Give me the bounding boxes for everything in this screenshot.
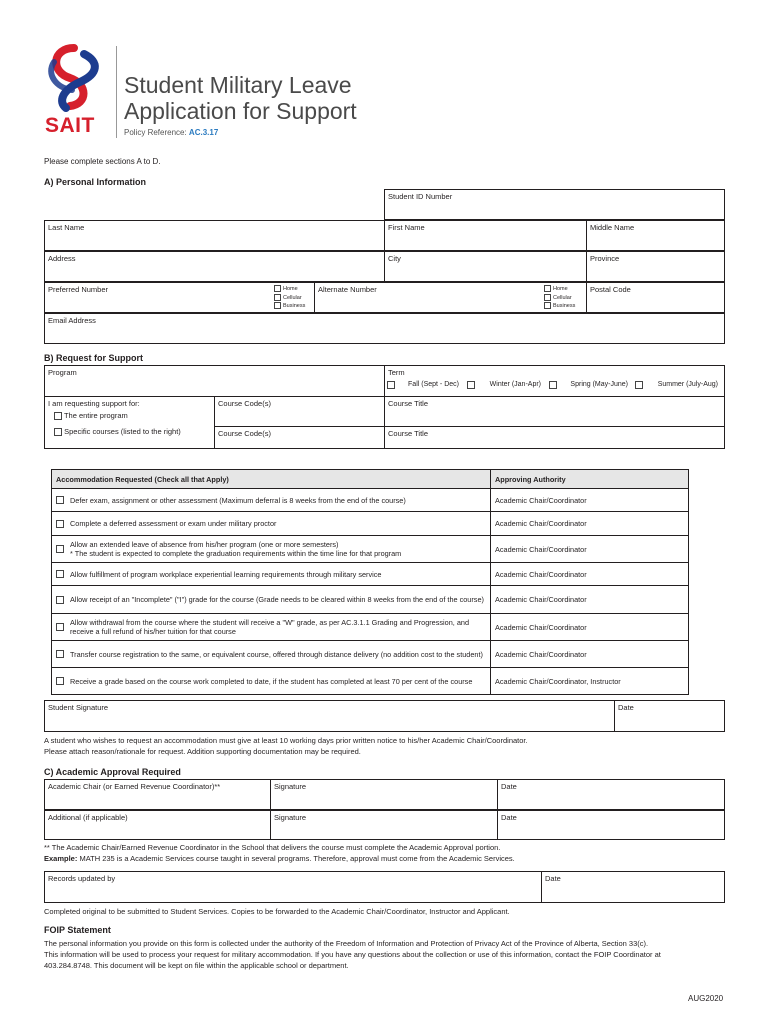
course-title-label: Course Title <box>388 399 429 408</box>
accommodation-option[interactable] <box>52 489 491 511</box>
example-text <box>44 853 515 864</box>
postal-code-field[interactable] <box>586 282 725 313</box>
additional-field[interactable] <box>44 810 271 840</box>
student-id-label: Student ID Number <box>388 192 453 201</box>
term-summer-option[interactable] <box>635 381 718 389</box>
middle-name-field[interactable] <box>586 220 725 251</box>
accommodation-header-row <box>52 470 688 488</box>
checkbox-icon <box>56 677 64 685</box>
email-field[interactable] <box>44 313 725 344</box>
preferred-business-option[interactable] <box>274 302 305 311</box>
email-label: Email Address <box>48 316 96 325</box>
program-field[interactable] <box>44 365 385 397</box>
preferred-phone-type-group <box>274 285 305 311</box>
example-label: Example: <box>44 854 78 863</box>
additional-signature-label: Signature <box>274 813 307 822</box>
address-label: Address <box>48 254 76 263</box>
checkbox-icon <box>544 302 551 309</box>
specific-courses-option[interactable] <box>48 427 211 437</box>
chair-signature-field[interactable] <box>270 779 498 810</box>
section-c-title: C) Academic Approval Required <box>44 767 181 777</box>
records-date-field[interactable] <box>541 871 725 903</box>
accommodation-option[interactable] <box>52 586 491 613</box>
policy-link[interactable]: AC.3.17 <box>188 128 219 137</box>
academic-chair-label: Academic Chair (or Earned Revenue Coordinator)** <box>48 782 221 791</box>
middle-name-label: Middle Name <box>590 223 635 232</box>
accommodation-row <box>52 535 688 562</box>
approving-authority: Academic Chair/Coordinator, Instructor <box>495 676 621 686</box>
additional-label: Additional (if applicable) <box>48 813 128 822</box>
entire-program-option[interactable] <box>48 411 211 421</box>
first-name-field[interactable] <box>384 220 587 251</box>
checkbox-icon <box>549 381 557 389</box>
approving-authority: Academic Chair/Coordinator <box>495 569 587 579</box>
foip-title: FOIP Statement <box>44 925 111 935</box>
accommodation-text: Transfer course registration to the same, or equivalent course, offered through distance delivery (no addition cost to the student) <box>70 649 483 659</box>
entire-program-label: The entire program <box>63 411 128 420</box>
section-b-title: B) Request for Support <box>44 353 143 363</box>
additional-signature-field[interactable] <box>270 810 498 840</box>
accommodation-text: Receive a grade based on the course work completed to date, if the student has completed at least 70 per cent of the course <box>70 676 473 686</box>
example-body: MATH 235 is a Academic Services course taught in several programs. Therefore, approval must come from the Academic Services. <box>77 854 515 863</box>
accommodation-text: Allow receipt of an "Incomplete" ("I") grade for the course (Grade needs to be cleared within 8 weeks from the end of the course) <box>70 595 484 604</box>
accommodation-row <box>52 562 688 585</box>
accommodation-option[interactable] <box>52 512 491 535</box>
section-a-title: A) Personal Information <box>44 177 147 187</box>
records-updated-field[interactable] <box>44 871 542 903</box>
alternate-number-field[interactable] <box>314 282 587 313</box>
requesting-label: I am requesting support for: <box>48 399 140 408</box>
additional-date-field[interactable] <box>497 810 725 840</box>
checkbox-icon <box>544 285 551 292</box>
foip-line-2: This information will be used to process your request for military accommodation. If you have any questions about the collection or use of this information, contact the FOIP Coordinator at <box>44 950 661 959</box>
accommodation-option[interactable] <box>52 536 491 562</box>
term-summer-label: Summer (July-Aug) <box>657 381 718 388</box>
alternate-phone-type-group <box>544 285 575 311</box>
province-field[interactable] <box>586 251 725 282</box>
phone-type-label: Home <box>553 286 568 292</box>
intro-text: Please complete sections A to D. <box>44 157 161 166</box>
approving-authority: Academic Chair/Coordinator <box>495 649 587 659</box>
term-label: Term <box>388 368 405 377</box>
course-title-field-2[interactable] <box>384 426 725 449</box>
course-codes-field-2[interactable] <box>214 426 385 449</box>
completed-text: Completed original to be submitted to Student Services. Copies to be forwarded to the Academic Chair/Coordinator, Instructor and Applicant. <box>44 907 510 916</box>
course-codes-label: Course Code(s) <box>218 399 271 408</box>
accommodation-text: Allow an extended leave of absence from his/her program (one or more semesters) * The student is expected to complete the graduation requirements within the time line for that program <box>70 540 402 558</box>
course-codes-label: Course Code(s) <box>218 429 271 438</box>
form-title-line2: Application for Support <box>124 98 357 124</box>
term-fall-option[interactable] <box>387 381 459 389</box>
checkbox-icon <box>56 623 64 631</box>
accommodation-row <box>52 613 688 640</box>
term-spring-label: Spring (May-June) <box>570 381 628 388</box>
course-title-label: Course Title <box>388 429 429 438</box>
checkbox-icon <box>635 381 643 389</box>
checkbox-icon <box>56 596 64 604</box>
city-field[interactable] <box>384 251 587 282</box>
course-title-field-1[interactable] <box>384 396 725 427</box>
accommodation-option[interactable] <box>52 563 491 585</box>
checkbox-icon <box>274 294 281 301</box>
checkbox-icon <box>274 285 281 292</box>
accommodation-table <box>51 469 689 695</box>
records-date-label: Date <box>545 874 561 883</box>
term-spring-option[interactable] <box>549 381 628 389</box>
foip-line-3: 403.284.8748. This document will be kept on file within the applicable school or department. <box>44 961 349 970</box>
specific-courses-label: Specific courses (listed to the right) <box>64 427 181 436</box>
additional-date-label: Date <box>501 813 517 822</box>
phone-type-label: Cellular <box>283 294 302 301</box>
first-name-label: First Name <box>388 223 425 232</box>
checkbox-icon <box>544 294 551 301</box>
province-label: Province <box>590 254 620 263</box>
last-name-label: Last Name <box>48 223 85 232</box>
phone-type-label: Business <box>553 303 576 309</box>
accommodation-text: Defer exam, assignment or other assessment (Maximum deferral is 8 weeks from the end of the course) <box>70 495 406 505</box>
student-signature-field[interactable] <box>44 700 615 732</box>
checkbox-icon <box>56 545 64 553</box>
accommodation-text: Complete a deferred assessment or exam under military proctor <box>70 519 277 528</box>
term-winter-option[interactable] <box>467 381 541 389</box>
checkbox-icon <box>274 302 281 309</box>
revision-date: AUG2020 <box>688 994 724 1003</box>
phone-type-label: Home <box>283 286 298 292</box>
preferred-number-label: Preferred Number <box>48 285 109 294</box>
preferred-number-field[interactable] <box>44 282 315 313</box>
term-field <box>384 365 725 397</box>
accommodation-row <box>52 667 688 694</box>
chair-date-field[interactable] <box>497 779 725 810</box>
checkbox-icon <box>467 381 475 389</box>
preferred-cellular-option[interactable] <box>274 294 305 303</box>
notice-text-2: Please attach reason/rationale for request. Addition supporting documentation may be required. <box>44 747 361 756</box>
accommodation-row <box>52 511 688 535</box>
checkbox-icon <box>56 650 64 658</box>
policy-reference <box>124 128 218 137</box>
approving-authority: Academic Chair/Coordinator <box>495 519 587 528</box>
program-label: Program <box>48 368 77 377</box>
header-divider <box>116 46 117 138</box>
accommodation-row <box>52 585 688 613</box>
approving-authority: Academic Chair/Coordinator <box>495 495 587 505</box>
checkbox-icon <box>56 496 64 504</box>
alternate-cellular-option[interactable] <box>544 294 575 303</box>
term-winter-label: Winter (Jan-Apr) <box>489 381 541 388</box>
chair-signature-label: Signature <box>274 782 307 791</box>
foip-line-1: The personal information you provide on this form is collected under the authority of the Freedom of Information and Protection of Privacy Act of the Province of Alberta, Section 33(c). <box>44 939 649 948</box>
form-title-line1: Student Military Leave <box>124 72 352 98</box>
sait-logo <box>44 44 104 136</box>
notice-text-1: A student who wishes to request an accommodation must give at least 10 working days prior written notice to his/her Academic Chair/Coordinator. <box>44 736 528 745</box>
city-label: City <box>388 254 401 263</box>
academic-chair-field[interactable] <box>44 779 271 810</box>
checkbox-icon <box>56 570 64 578</box>
alternate-business-option[interactable] <box>544 302 575 311</box>
approving-authority: Academic Chair/Coordinator <box>495 595 587 604</box>
checkbox-icon <box>56 520 64 528</box>
accommodation-header-right: Approving Authority <box>495 474 566 484</box>
checkbox-icon <box>54 412 62 420</box>
accommodation-option[interactable] <box>52 614 491 640</box>
policy-label: Policy Reference: <box>124 128 189 137</box>
accommodation-option[interactable] <box>52 668 491 694</box>
checkbox-icon <box>54 428 62 436</box>
accommodation-text: Allow withdrawal from the course where the student will receive a "W" grade, as per AC.3.1.1 Grading and Progression, and receive a full refund of his/her tuition for that course <box>70 618 470 636</box>
accommodation-header-left: Accommodation Requested (Check all that Apply) <box>52 470 491 488</box>
phone-type-label: Cellular <box>553 294 572 301</box>
chair-date-label: Date <box>501 782 517 791</box>
accommodation-text: Allow fulfillment of program workplace experiential learning requirements through military service <box>70 569 382 579</box>
phone-type-label: Business <box>283 303 306 309</box>
address-field[interactable] <box>44 251 385 282</box>
sait-wordmark: SAIT <box>45 114 95 137</box>
signature-date-field[interactable] <box>614 700 725 732</box>
signature-date-label: Date <box>618 703 634 712</box>
preferred-home-option[interactable] <box>274 285 305 294</box>
term-fall-label: Fall (Sept - Dec) <box>408 381 459 388</box>
accommodation-row <box>52 640 688 667</box>
accommodation-row <box>52 488 688 511</box>
approving-authority: Academic Chair/Coordinator <box>495 544 587 554</box>
requesting-support-cell <box>44 396 215 449</box>
alternate-number-label: Alternate Number <box>318 285 377 294</box>
approving-authority: Academic Chair/Coordinator <box>495 622 587 632</box>
checkbox-icon <box>387 381 395 389</box>
accommodation-option[interactable] <box>52 641 491 667</box>
last-name-field[interactable] <box>44 220 385 251</box>
student-id-field[interactable] <box>384 189 725 220</box>
course-codes-field-1[interactable] <box>214 396 385 427</box>
records-updated-label: Records updated by <box>48 874 116 883</box>
postal-code-label: Postal Code <box>590 285 631 294</box>
footnote-text: ** The Academic Chair/Earned Revenue Coordinator in the School that delivers the course must complete the Academic Approval portion. <box>44 843 501 852</box>
alternate-home-option[interactable] <box>544 285 575 294</box>
student-signature-label: Student Signature <box>48 703 109 712</box>
